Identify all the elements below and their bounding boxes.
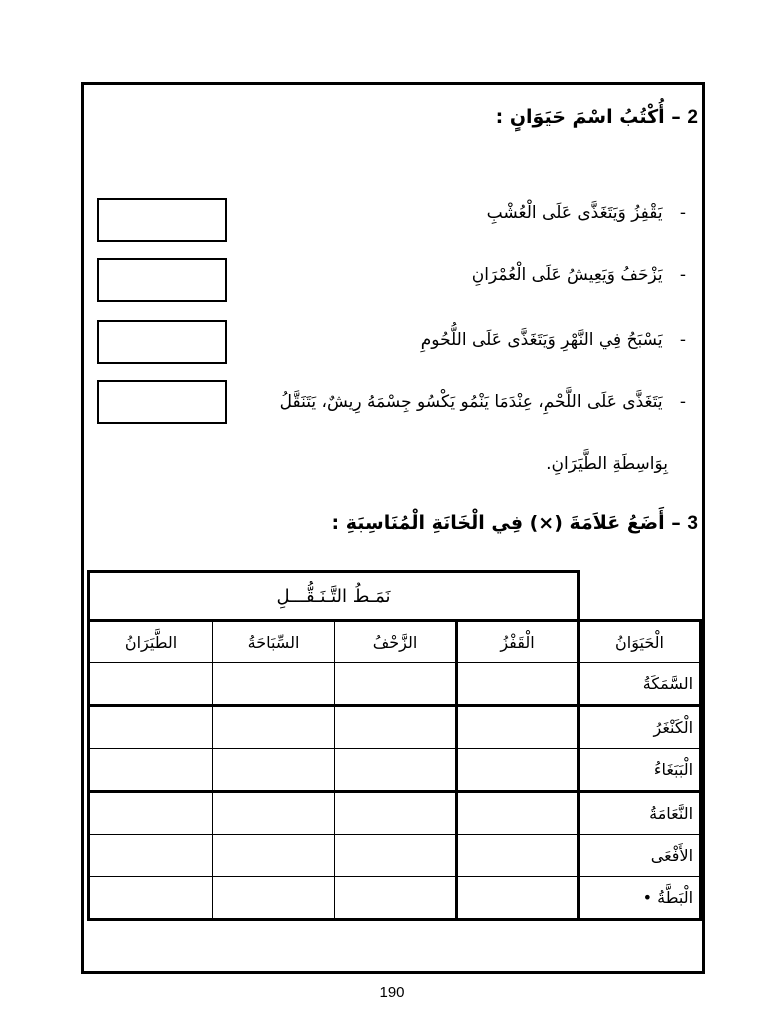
animal-cell-fish: السَّمَكَةُ bbox=[579, 663, 701, 706]
check-cell-crawl[interactable] bbox=[335, 877, 457, 920]
exercise-2-heading bbox=[496, 106, 698, 129]
exercise-3-number: 3 bbox=[687, 513, 698, 534]
table-row bbox=[89, 877, 701, 920]
clue-2-text: يَزْحَفُ وَيَعِيشُ عَلَى الْعُمْرَانِ bbox=[471, 265, 663, 285]
check-cell-fly[interactable] bbox=[89, 749, 213, 792]
col-header-swimming: السِّبَاحَةُ bbox=[213, 621, 335, 663]
clue-3-text: يَسْبَحُ فِي النَّهْرِ وَيَتَغَذَّى عَلَى اللُّحُومِ bbox=[420, 330, 663, 350]
col-header-animal: الْحَيَوَانُ bbox=[579, 621, 701, 663]
table-group-header-row bbox=[89, 572, 701, 621]
check-cell-crawl[interactable] bbox=[335, 706, 457, 749]
exercise-3-title: – أَضَعُ عَلاَمَةَ (×) فِي الْخَانَةِ الْمُنَاسِبَةِ : bbox=[331, 512, 681, 534]
check-cell-fly[interactable] bbox=[89, 663, 213, 706]
check-cell-jump[interactable] bbox=[457, 877, 579, 920]
table-corner-blank bbox=[579, 572, 701, 621]
col-header-jumping: الْقَفْزُ bbox=[457, 621, 579, 663]
animal-cell-ostrich: النَّعَامَةُ bbox=[579, 792, 701, 835]
answer-box-1[interactable] bbox=[97, 198, 227, 242]
table-row bbox=[89, 706, 701, 749]
check-cell-fly[interactable] bbox=[89, 706, 213, 749]
check-cell-swim[interactable] bbox=[213, 706, 335, 749]
check-cell-swim[interactable] bbox=[213, 835, 335, 877]
col-header-flying: الطَّيَرَانُ bbox=[89, 621, 213, 663]
answer-box-4[interactable] bbox=[97, 380, 227, 424]
check-cell-jump[interactable] bbox=[457, 663, 579, 706]
check-cell-swim[interactable] bbox=[213, 792, 335, 835]
clue-4-text: يَتَغَذَّى عَلَى اللَّحْمِ، عِنْدَمَا يَنْمُو يَكْسُو جِسْمَهُ رِيشٌ، يَتَنَقَّلُ bbox=[279, 392, 663, 412]
clue-4-continuation bbox=[546, 454, 668, 474]
check-cell-jump[interactable] bbox=[457, 706, 579, 749]
check-cell-crawl[interactable] bbox=[335, 749, 457, 792]
bullet-dash: - bbox=[679, 330, 687, 350]
check-cell-jump[interactable] bbox=[457, 835, 579, 877]
check-cell-swim[interactable] bbox=[213, 749, 335, 792]
answer-box-3[interactable] bbox=[97, 320, 227, 364]
check-cell-crawl[interactable] bbox=[335, 835, 457, 877]
check-cell-fly[interactable] bbox=[89, 835, 213, 877]
check-cell-swim[interactable] bbox=[213, 877, 335, 920]
bullet-dash: - bbox=[679, 203, 687, 223]
check-cell-crawl[interactable] bbox=[335, 663, 457, 706]
check-cell-fly[interactable] bbox=[89, 792, 213, 835]
table-row bbox=[89, 792, 701, 835]
clue-1-text: يَقْفِزُ وَيَتَغَذَّى عَلَى الْعُشْبِ bbox=[486, 203, 663, 223]
check-cell-swim[interactable] bbox=[213, 663, 335, 706]
table-row bbox=[89, 749, 701, 792]
clue-2 bbox=[472, 265, 698, 285]
exercise-2-number: 2 bbox=[687, 107, 698, 128]
movement-table bbox=[87, 570, 702, 921]
clue-3 bbox=[421, 330, 698, 350]
page-number: 190 bbox=[379, 984, 405, 1001]
animal-cell-kangaroo: الْكَنْغَرُ bbox=[579, 706, 701, 749]
table-header-row bbox=[89, 621, 701, 663]
clue-1 bbox=[487, 203, 698, 223]
check-cell-jump[interactable] bbox=[457, 749, 579, 792]
animal-cell-snake: الأَفْعَى bbox=[579, 835, 701, 877]
clue-4 bbox=[280, 392, 698, 412]
animal-cell-duck: الْبَطَّةُ • bbox=[579, 877, 701, 920]
movement-type-header: نَمَـطُ التَّـنَـقُّـــلِ bbox=[89, 572, 579, 621]
table-row bbox=[89, 663, 701, 706]
table-row bbox=[89, 835, 701, 877]
check-cell-fly[interactable] bbox=[89, 877, 213, 920]
check-cell-jump[interactable] bbox=[457, 792, 579, 835]
exercise-3-heading bbox=[332, 512, 698, 535]
answer-box-2[interactable] bbox=[97, 258, 227, 302]
exercise-2-title: – أُكْتُبُ اسْمَ حَيَوَانٍ : bbox=[495, 106, 681, 128]
animal-cell-parrot: الْبَبَغَاءُ bbox=[579, 749, 701, 792]
clue-4-continuation-text: بِوَاسِطَةِ الطَّيَرَانِ. bbox=[546, 454, 668, 474]
bullet-dash: - bbox=[679, 265, 687, 285]
col-header-crawling: الزَّحْفُ bbox=[335, 621, 457, 663]
bullet-dash: - bbox=[679, 392, 687, 412]
check-cell-crawl[interactable] bbox=[335, 792, 457, 835]
